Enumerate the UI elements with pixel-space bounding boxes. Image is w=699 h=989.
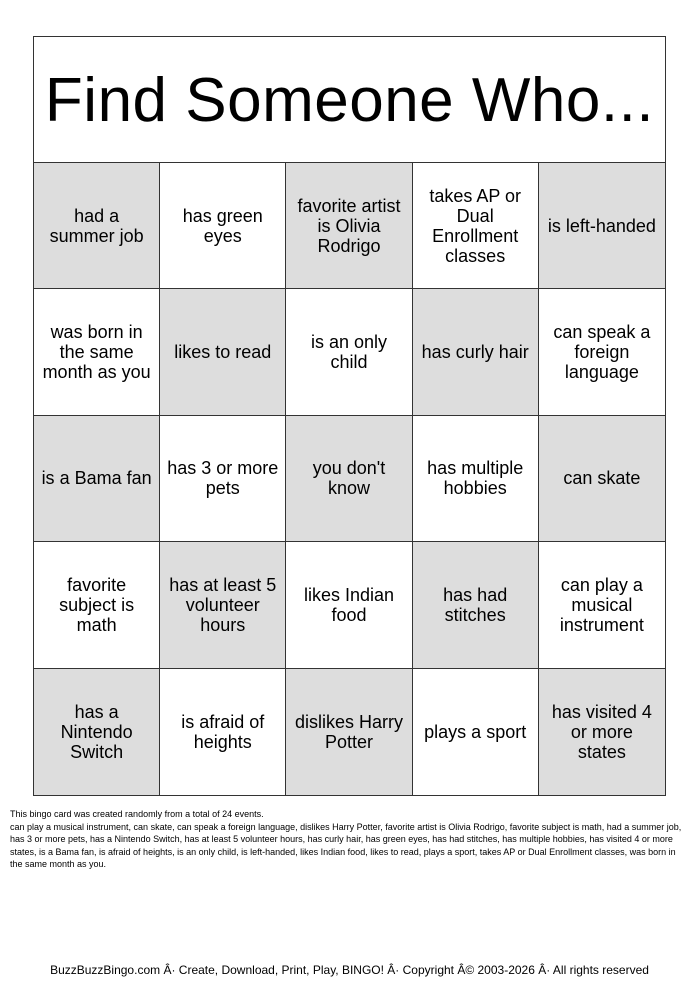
bingo-cell — [160, 542, 286, 668]
bingo-cell-text: likes to read — [174, 342, 272, 363]
bingo-cell — [286, 163, 412, 289]
bingo-cell-text: was born in the same month as you — [42, 322, 151, 383]
bingo-cell-text: takes AP or Dual Enrollment classes — [429, 185, 522, 266]
bingo-cell-text: dislikes Harry Potter — [294, 711, 403, 752]
bingo-cell-text: can speak a foreign language — [553, 322, 651, 383]
bingo-cell-text: can play a musical instrument — [559, 574, 644, 635]
card-title: Find Someone Who... — [44, 65, 655, 135]
bingo-cell-text: has green eyes — [182, 205, 263, 246]
card-info-events: can play a musical instrument, can skate, can speak a foreign language, dislikes Harry Potter, favorite artist is Olivia Rodrigo, favorite subject is math, had a summer job, has 3 or more pets, has a Nintendo Switch, has at least 5 volunteer hours, has curly hair, has green eyes, has had stitches, has multiple hobbies, has visited 4 or more states, is a Bama fan, is afraid of heights, is an only child, is left-handed, likes Indian food, likes to read, plays a sport, takes AP or Dual Enrollment classes, was born in the same month as you. — [10, 821, 682, 869]
bingo-cell-text: is an only child — [310, 332, 388, 373]
bingo-cell-text: favorite artist is Olivia Rodrigo — [297, 195, 401, 256]
bingo-cell — [286, 416, 412, 542]
bingo-cell — [286, 289, 412, 415]
bingo-cell — [286, 542, 412, 668]
bingo-cell — [413, 416, 539, 542]
bingo-cell-text: is a Bama fan — [41, 468, 152, 489]
bingo-cell-text: has a Nintendo Switch — [60, 701, 133, 762]
bingo-cell-text: has visited 4 or more states — [551, 701, 652, 762]
card-info-intro: This bingo card was created randomly from a total of 24 events. — [10, 809, 264, 819]
bingo-cell — [34, 416, 160, 542]
bingo-cell — [413, 542, 539, 668]
bingo-cell-text: can skate — [563, 468, 641, 489]
bingo-cell-text: you don't know — [312, 458, 386, 499]
bingo-cell — [413, 289, 539, 415]
bingo-cell — [539, 669, 665, 795]
bingo-cell — [160, 416, 286, 542]
bingo-cell — [539, 163, 665, 289]
bingo-cell — [413, 163, 539, 289]
bingo-cell-text: has multiple hobbies — [427, 458, 524, 499]
bingo-cell — [34, 669, 160, 795]
bingo-cell — [286, 669, 412, 795]
bingo-cell — [160, 163, 286, 289]
bingo-cell-text: has 3 or more pets — [167, 458, 279, 499]
bingo-grid — [34, 163, 665, 795]
bingo-cell — [539, 542, 665, 668]
bingo-cell — [160, 669, 286, 795]
bingo-cell — [160, 289, 286, 415]
bingo-card — [33, 36, 666, 796]
bingo-cell-text: plays a sport — [424, 721, 527, 742]
bingo-cell-text: is left-handed — [547, 215, 656, 236]
bingo-cell — [539, 416, 665, 542]
bingo-cell-text: has at least 5 volunteer hours — [169, 574, 277, 635]
bingo-cell-text: has curly hair — [421, 342, 529, 363]
bingo-cell-text: had a summer job — [49, 205, 144, 246]
bingo-cell-text: likes Indian food — [303, 584, 395, 625]
bingo-cell-text: has had stitches — [443, 584, 508, 625]
bingo-cell — [34, 163, 160, 289]
bingo-cell — [34, 542, 160, 668]
site-footer: BuzzBuzzBingo.com Â· Create, Download, Print, Play, BINGO! Â· Copyright Â© 2003-2026 Â· All rights reserved — [50, 963, 649, 977]
bingo-cell-text: is afraid of heights — [181, 711, 265, 752]
bingo-cell — [413, 669, 539, 795]
title-box — [34, 37, 665, 163]
bingo-cell-text: favorite subject is math — [59, 574, 135, 635]
card-info — [10, 808, 690, 871]
bingo-cell — [539, 289, 665, 415]
bingo-cell — [34, 289, 160, 415]
